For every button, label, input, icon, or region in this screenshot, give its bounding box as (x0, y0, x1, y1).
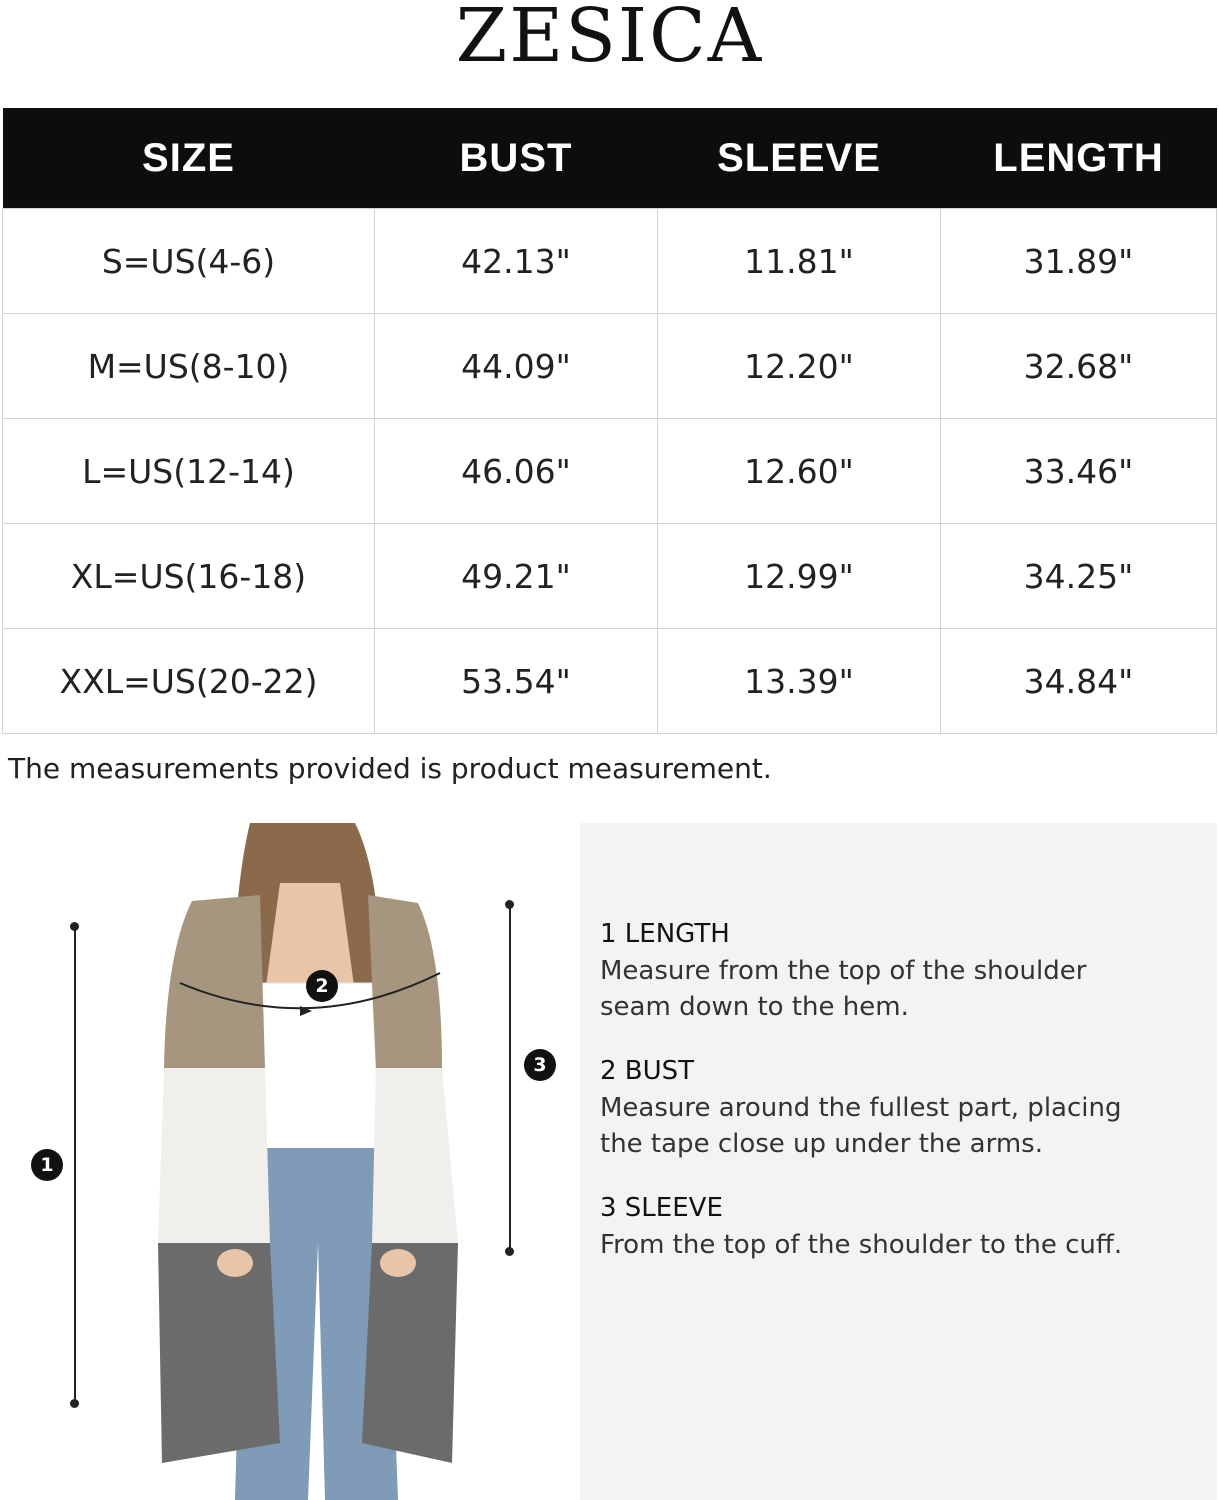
cell-length: 34.84" (941, 629, 1217, 734)
table-row (3, 419, 1217, 524)
table-row (3, 209, 1217, 314)
cell-sleeve: 13.39" (658, 629, 941, 734)
header-bust: BUST (375, 108, 658, 209)
sleeve-line-top-dot (505, 900, 514, 909)
measuring-guide-panel (580, 823, 1217, 1500)
sleeve-line-bottom-dot (505, 1247, 514, 1256)
guide-sleeve-desc: From the top of the shoulder to the cuff. (600, 1230, 1123, 1260)
cardigan-illustration (140, 823, 560, 1500)
cell-length: 31.89" (941, 209, 1217, 314)
cell-length: 33.46" (941, 419, 1217, 524)
brand-logo: ZESICA (455, 0, 764, 79)
model-photo (140, 823, 560, 1500)
cell-size: M=US(8-10) (3, 314, 375, 419)
length-badge: 1 (31, 1149, 63, 1181)
guide-bust-title: 2 BUST (600, 1056, 695, 1086)
cell-bust: 49.21" (375, 524, 658, 629)
guide-length-title: 1 LENGTH (600, 919, 730, 949)
cell-bust: 53.54" (375, 629, 658, 734)
cell-size: XXL=US(20-22) (3, 629, 375, 734)
cell-size: XL=US(16-18) (3, 524, 375, 629)
length-measure-line (74, 926, 76, 1404)
cell-sleeve: 12.60" (658, 419, 941, 524)
cell-length: 32.68" (941, 314, 1217, 419)
cell-bust: 46.06" (375, 419, 658, 524)
size-chart-table (2, 108, 1217, 734)
cell-length: 34.25" (941, 524, 1217, 629)
cell-bust: 42.13" (375, 209, 658, 314)
cell-size: S=US(4-6) (3, 209, 375, 314)
header-sleeve: SLEEVE (658, 108, 941, 209)
cell-sleeve: 12.99" (658, 524, 941, 629)
header-size: SIZE (3, 108, 375, 209)
guide-bust-desc: Measure around the fullest part, placing the tape close up under the arms. (600, 1093, 1122, 1159)
guide-sleeve (600, 1193, 1200, 1263)
guide-sleeve-title: 3 SLEEVE (600, 1193, 723, 1223)
length-line-bottom-dot (70, 1399, 79, 1408)
table-row (3, 314, 1217, 419)
table-header-row (3, 108, 1217, 209)
cell-size: L=US(12-14) (3, 419, 375, 524)
guide-bust (600, 1056, 1200, 1162)
sleeve-measure-line (509, 904, 511, 1252)
guide-length (600, 919, 1200, 1025)
cell-bust: 44.09" (375, 314, 658, 419)
cell-sleeve: 11.81" (658, 209, 941, 314)
bust-badge: 2 (306, 970, 338, 1002)
table-row (3, 629, 1217, 734)
header-length: LENGTH (941, 108, 1217, 209)
length-line-top-dot (70, 922, 79, 931)
table-row (3, 524, 1217, 629)
sleeve-badge: 3 (524, 1049, 556, 1081)
guide-length-desc: Measure from the top of the shoulder seam down to the hem. (600, 956, 1087, 1022)
cell-sleeve: 12.20" (658, 314, 941, 419)
measurement-note: The measurements provided is product measurement. (8, 752, 772, 785)
